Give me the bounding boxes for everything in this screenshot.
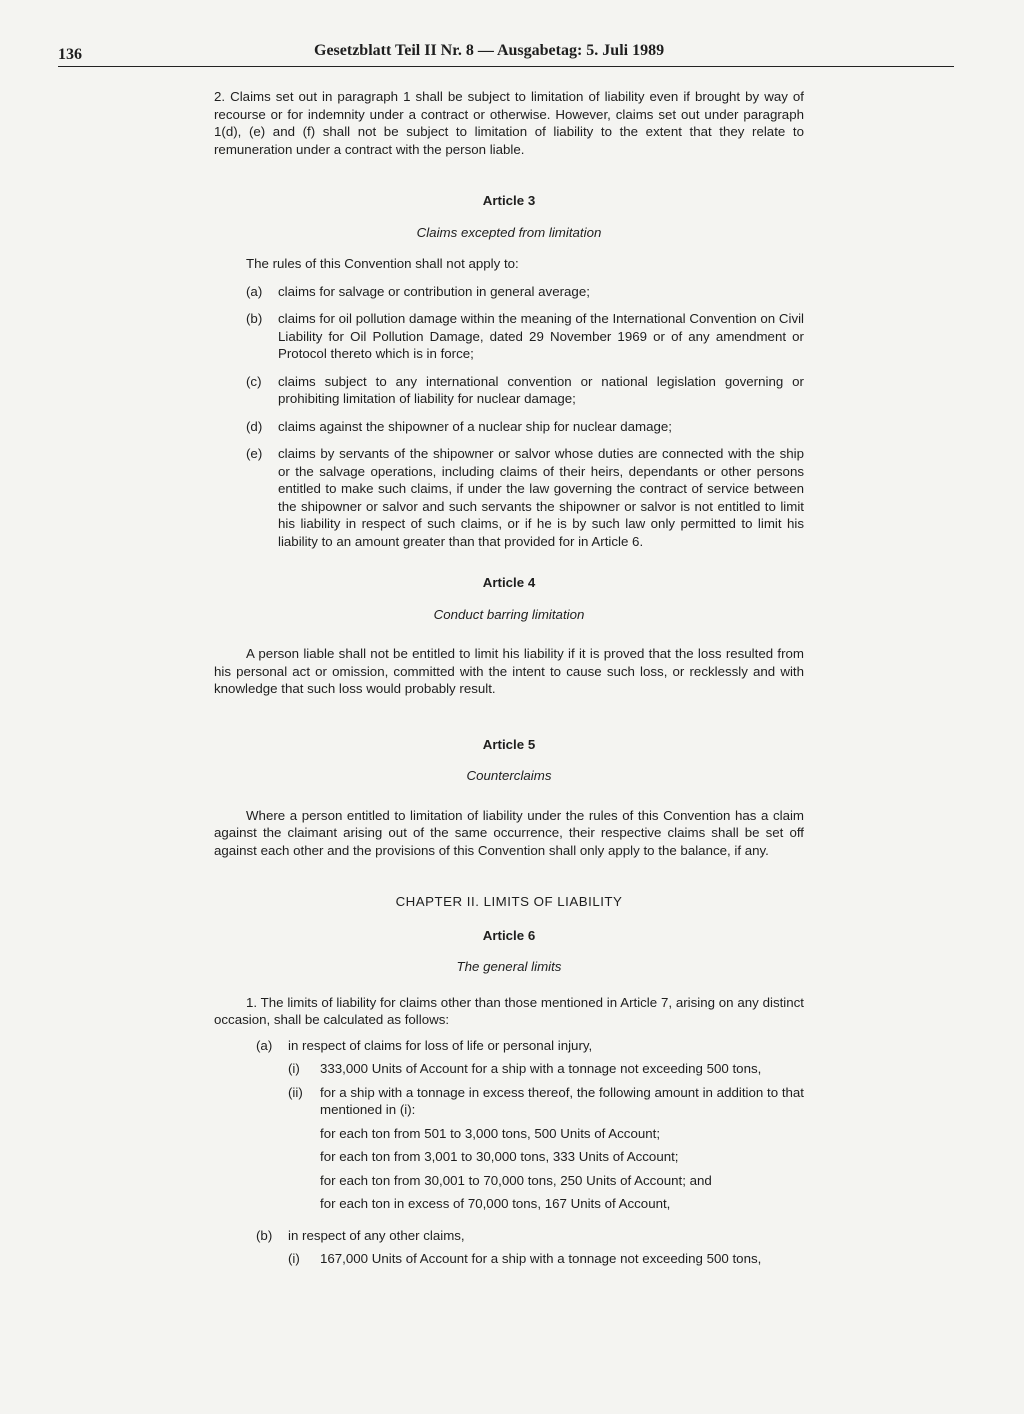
- item-label: (b): [246, 311, 263, 326]
- article3-subheading: Claims excepted from limitation: [416, 224, 602, 240]
- article3-intro: The rules of this Convention shall not apply to:: [246, 256, 519, 271]
- item-text: claims against the shipowner of a nuclear ship for nuclear damage;: [278, 418, 672, 434]
- article6-item-b: [214, 1227, 804, 1245]
- article3-item-a: [214, 283, 804, 301]
- article6-item-a-i: [214, 1060, 804, 1078]
- article3-item-b: [214, 310, 804, 363]
- article3-item-d: [214, 418, 804, 436]
- article6-item-a-ii: [214, 1084, 804, 1119]
- article5-text: Where a person entitled to limitation of liability under the rules of this Convention has a claim against the claimant arising out of the same occurrence, their respective claims shall be set off against each other and the provisions of this Convention shall only apply to the balance, if any.: [214, 807, 804, 858]
- item-text: 333,000 Units of Account for a ship with a tonnage not exceeding 500 tons,: [320, 1061, 762, 1076]
- item-text: for a ship with a tonnage in excess thereof, the following amount in addition to that mentioned in (i):: [320, 1084, 804, 1117]
- article3-item-e: [214, 445, 804, 550]
- item-label: (c): [246, 373, 262, 389]
- tonnage-line: for each ton from 3,001 to 30,000 tons, 333 Units of Account;: [320, 1149, 679, 1164]
- item-text: claims subject to any international convention or national legislation governing or prohibiting limitation of liability for nuclear damage;: [278, 373, 804, 406]
- article6-item-b-i: [214, 1250, 804, 1268]
- chapter-heading: CHAPTER II. LIMITS OF LIABILITY: [395, 894, 623, 909]
- page-header: [58, 40, 954, 67]
- item-label: (d): [246, 418, 263, 434]
- article5-heading: Article 5: [482, 736, 536, 752]
- page-number: 136: [58, 46, 82, 63]
- tonnage-line: for each ton from 30,001 to 70,000 tons, 250 Units of Account; and: [320, 1172, 712, 1188]
- item-label: (a): [256, 1037, 273, 1053]
- article5-subheading: Counterclaims: [466, 768, 552, 783]
- tonnage-line: for each ton from 501 to 3,000 tons, 500 Units of Account;: [320, 1125, 661, 1141]
- item-text: 167,000 Units of Account for a ship with a tonnage not exceeding 500 tons,: [320, 1251, 762, 1266]
- article3-item-c: [214, 373, 804, 408]
- article6-subheading: The general limits: [456, 959, 562, 974]
- item-text: in respect of claims for loss of life or personal injury,: [288, 1037, 593, 1053]
- item-text: claims for salvage or contribution in general average;: [278, 283, 590, 299]
- article6-item-a: [214, 1037, 804, 1055]
- gazette-title: Gesetzblatt Teil II Nr. 8 — Ausgabetag: 5. Juli 1989: [314, 42, 665, 59]
- item-label: (i): [288, 1061, 300, 1076]
- item-text: in respect of any other claims,: [288, 1227, 465, 1243]
- item-label: (i): [288, 1251, 300, 1266]
- article4-subheading: Conduct barring limitation: [433, 606, 585, 622]
- article3-heading: Article 3: [482, 193, 536, 208]
- article2-paragraph2: 2. Claims set out in paragraph 1 shall be subject to limitation of liability even if brought by way of recourse or for indemnity under a contract or otherwise. However, claims set out under paragraph 1(d), (e) and (f) shall not be subject to limitation of liability to the extent that they relate to remuneration under a contract with the person liable.: [214, 89, 804, 157]
- document-body: [214, 88, 804, 1268]
- article4-heading: Article 4: [482, 575, 536, 590]
- article6-paragraph1: 1. The limits of liability for claims other than those mentioned in Article 7, arising on any distinct occasion, shall be calculated as follows:: [214, 994, 804, 1027]
- item-text: claims for oil pollution damage within the meaning of the International Convention on Civil Liability for Oil Pollution Damage, dated 29 November 1969 or of any amendment or Protocol thereto which is in force;: [278, 311, 804, 361]
- article4-text: A person liable shall not be entitled to limit his liability if it is proved that the loss resulted from his personal act or omission, committed with the intent to cause such loss, or recklessly and with knowledge that such loss would probably result.: [214, 646, 804, 696]
- item-label: (e): [246, 446, 263, 461]
- item-label: (ii): [288, 1084, 303, 1100]
- item-label: (a): [246, 283, 263, 299]
- item-label: (b): [256, 1227, 273, 1243]
- article6-heading: Article 6: [482, 927, 536, 943]
- tonnage-line: for each ton in excess of 70,000 tons, 167 Units of Account,: [320, 1196, 671, 1211]
- item-text: claims by servants of the shipowner or salvor whose duties are connected with the ship or the salvage operations, including claims of their heirs, dependants or other persons entitled to make such claims, if under the law governing the contract of service between the shipowner or salvor and such servants the shipowner or salvor is not entitled to limit his liability in respect of such claims, or if he is by such law only permitted to limit his liability to an amount greater than that provided for in Article 6.: [278, 446, 804, 549]
